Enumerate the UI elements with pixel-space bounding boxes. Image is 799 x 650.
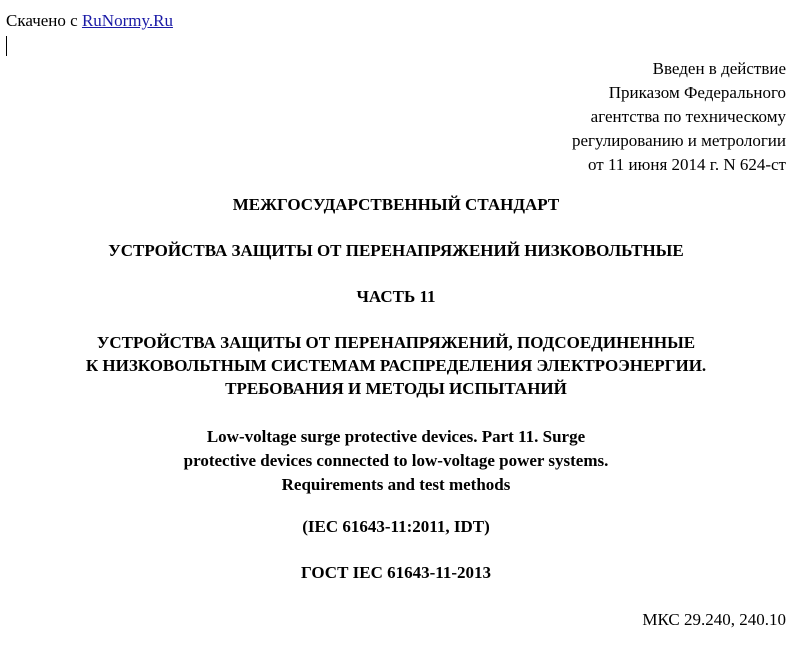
- text-cursor: [6, 36, 7, 56]
- subtitle-line: УСТРОЙСТВА ЗАЩИТЫ ОТ ПЕРЕНАПРЯЖЕНИЙ, ПОДСОЕДИНЕННЫЕ: [96, 333, 696, 352]
- standard-main-title: УСТРОЙСТВА ЗАЩИТЫ ОТ ПЕРЕНАПРЯЖЕНИЙ НИЗКОВОЛЬТНЫЕ: [108, 241, 684, 260]
- runormy-link[interactable]: RuNormy.Ru: [81, 11, 173, 30]
- approval-line: Приказом Федерального: [608, 83, 786, 102]
- approval-block: [572, 57, 786, 177]
- part-heading: ЧАСТЬ 11: [356, 287, 436, 306]
- english-title-line: Requirements and test methods: [281, 475, 511, 494]
- approval-line: от 11 июня 2014 г. N 624-ст: [587, 155, 786, 174]
- source-prefix: Скачено с: [6, 11, 82, 30]
- approval-line: Введен в действие: [652, 59, 786, 78]
- standard-type-heading: МЕЖГОСУДАРСТВЕННЫЙ СТАНДАРТ: [232, 195, 560, 214]
- subtitle-line: К НИЗКОВОЛЬТНЫМ СИСТЕМАМ РАСПРЕДЕЛЕНИЯ ЭЛЕКТРОЭНЕРГИИ.: [85, 356, 707, 375]
- approval-line: регулированию и метрологии: [571, 131, 786, 150]
- source-line: [6, 10, 173, 32]
- iec-reference: (IEC 61643-11:2011, IDT): [302, 517, 490, 536]
- mks-classification: МКС 29.240, 240.10: [642, 610, 786, 629]
- subtitle-block: [0, 331, 792, 400]
- english-title-line: protective devices connected to low-voltage power systems.: [183, 451, 609, 470]
- subtitle-line: ТРЕБОВАНИЯ И МЕТОДЫ ИСПЫТАНИЙ: [225, 379, 567, 398]
- approval-line: агентства по техническому: [590, 107, 786, 126]
- english-title-line: Low-voltage surge protective devices. Part 11. Surge: [206, 427, 586, 446]
- english-title-block: [0, 425, 792, 497]
- gost-designation: ГОСТ IEC 61643-11-2013: [300, 563, 492, 582]
